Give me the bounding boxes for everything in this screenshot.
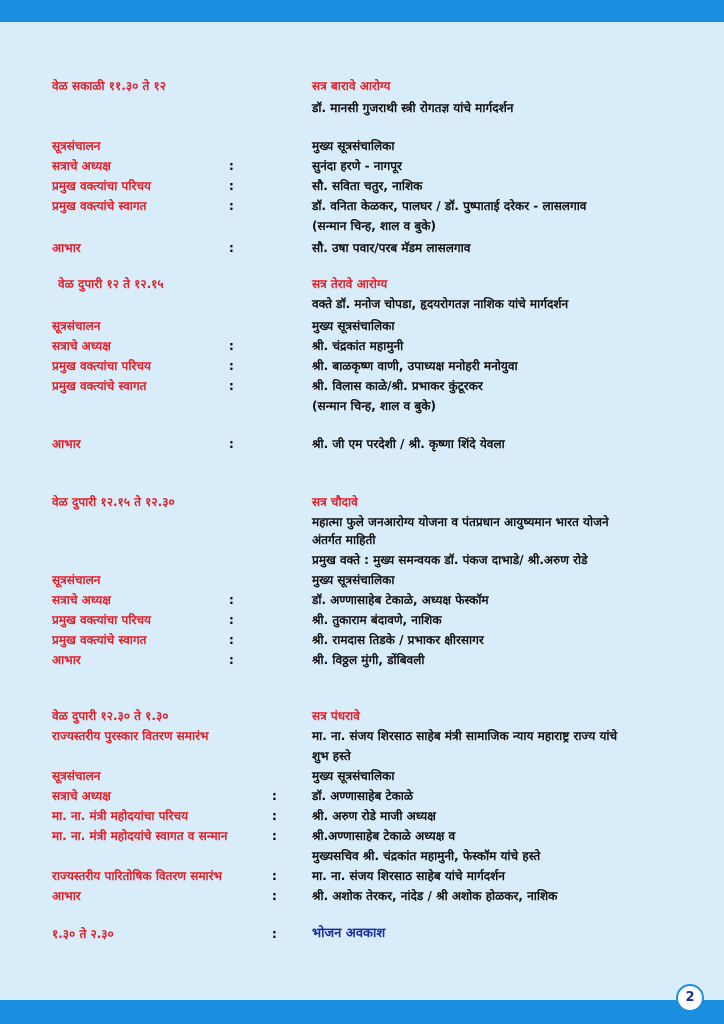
row-label: वेळ दुपारी १२.३० ते १.३० [52, 709, 169, 723]
row-label: राज्यस्तरीय पारितोषिक वितरण समारंभ [52, 869, 222, 883]
row-label: मा. ना. मंत्री महोदयांचा परिचय [52, 809, 189, 823]
row-value: मा. ना. संजय शिरसाठ साहेब यांचे मार्गदर्शन [312, 869, 505, 883]
row-value: भोजन अवकाश [312, 926, 386, 941]
row-colon: : [272, 789, 277, 803]
row-value: मुख्य सूत्रसंचालिका [312, 139, 395, 153]
row-label: वेळ सकाळी ११.३० ते १२ [52, 79, 167, 93]
row-label: सत्राचे अध्यक्ष [52, 339, 111, 353]
row-colon: : [229, 379, 234, 393]
row-colon: : [272, 869, 277, 883]
row-label: सत्राचे अध्यक्ष [52, 159, 111, 173]
row-colon: : [229, 437, 234, 451]
row-value: डॉ. वनिता केळकर, पालघर / डॉ. पुष्पाताई दरेकर - लासलगाव [312, 199, 587, 213]
row-value: श्री. रामदास तिडके / प्रभाकर क्षीरसागर [312, 633, 484, 647]
row-value: सौ. उषा पवार/परब मॅडम लासलगाव [312, 241, 471, 255]
row-label: राज्यस्तरीय पुरस्कार वितरण समारंभ [52, 729, 209, 743]
row-value: डॉ. मानसी गुजराथी स्त्री रोगतज्ञ यांचे मार्गदर्शन [312, 101, 514, 115]
row-label: प्रमुख वक्त्यांचा परिचय [52, 179, 151, 193]
row-colon: : [272, 927, 277, 941]
row-label: सत्राचे अध्यक्ष [52, 789, 111, 803]
row-value: मुख्य सूत्रसंचालिका [312, 769, 395, 783]
row-value: श्री. बाळकृष्ण वाणी, उपाध्यक्ष मनोहरी मनोयुवा [312, 359, 518, 373]
row-colon: : [229, 339, 234, 353]
row-label: प्रमुख वक्त्यांचे स्वागत [52, 633, 147, 647]
row-label: प्रमुख वक्त्यांचे स्वागत [52, 199, 147, 213]
row-label: वेळ दुपारी १२ ते १२.१५ [58, 277, 164, 291]
row-colon: : [229, 653, 234, 667]
row-colon: : [229, 633, 234, 647]
row-value: श्री. चंद्रकांत महामुनी [312, 339, 404, 353]
row-value: श्री. अशोक तेरकर, नांदेड / श्री अशोक होळकर, नाशिक [312, 889, 558, 903]
row-value: वक्ते डॉ. मनोज चोपडा, हृदयरोगतज्ञ नाशिक यांचे मार्गदर्शन [312, 297, 569, 311]
row-value: मुख्यसचिव श्री. चंद्रकांत महामुनी, फेस्कॉम यांचे हस्ते [312, 849, 541, 863]
row-value: (सन्मान चिन्ह, शाल व बुके) [312, 399, 436, 413]
row-label: प्रमुख वक्त्यांचा परिचय [52, 359, 151, 373]
top-blue-bar [0, 0, 724, 22]
row-label: प्रमुख वक्त्यांचा परिचय [52, 613, 151, 627]
row-colon: : [229, 593, 234, 607]
row-value: सत्र पंधरावे [312, 709, 360, 723]
row-value: श्री. विठ्ठल मुंगी, डोंबिवली [312, 653, 425, 667]
row-label: प्रमुख वक्त्यांचे स्वागत [52, 379, 147, 393]
row-value: अंतर्गत माहिती [312, 533, 376, 547]
row-value: मुख्य सूत्रसंचालिका [312, 573, 395, 587]
row-value: (सन्मान चिन्ह, शाल व बुके) [312, 219, 436, 233]
row-value: सत्र बारावे आरोग्य [312, 79, 391, 93]
row-value: श्री. जी एम परदेशी / श्री. कृष्णा शिंदे येवला [312, 437, 505, 451]
row-label: सूत्रसंचालन [52, 769, 101, 783]
row-value: डॉ. अण्णासाहेब टेकाळे [312, 789, 414, 803]
row-value: श्री. तुकाराम बंदावणे, नाशिक [312, 613, 442, 627]
row-value: महात्मा फुले जनआरोग्य योजना व पंतप्रधान आयुष्यमान भारत योजने [312, 515, 609, 529]
row-label: सत्राचे अध्यक्ष [52, 593, 111, 607]
row-colon: : [229, 359, 234, 373]
row-value: सत्र तेरावे आरोग्य [312, 277, 388, 291]
row-colon: : [229, 179, 234, 193]
row-label: १.३० ते २.३० [52, 927, 114, 941]
row-value: श्री. अरुण रोडे माजी अध्यक्ष [312, 809, 436, 823]
page-number-badge: 2 [676, 984, 704, 1012]
row-colon: : [229, 241, 234, 255]
row-colon: : [272, 809, 277, 823]
row-colon: : [229, 613, 234, 627]
row-label: मा. ना. मंत्री महोदयांचे स्वागत व सन्मान [52, 829, 228, 843]
row-value: सत्र चौदावे [312, 495, 358, 509]
row-label: सूत्रसंचालन [52, 139, 101, 153]
row-value: डॉ. अण्णासाहेब टेकाळे, अध्यक्ष फेस्कॉम [312, 593, 489, 607]
row-value: शुभ हस्ते [312, 749, 351, 763]
row-value: श्री. विलास काळे/श्री. प्रभाकर कुंटूरकर [312, 379, 483, 393]
row-colon: : [229, 199, 234, 213]
bottom-blue-bar [0, 1000, 724, 1024]
row-label: आभार [52, 241, 81, 255]
row-value: मा. ना. संजय शिरसाठ साहेब मंत्री सामाजिक न्याय महाराष्ट्र राज्य यांचे [312, 729, 618, 743]
row-colon: : [272, 889, 277, 903]
row-label: सूत्रसंचालन [52, 573, 101, 587]
row-label: सूत्रसंचालन [52, 319, 101, 333]
row-label: आभार [52, 653, 81, 667]
row-label: आभार [52, 437, 81, 451]
row-label: वेळ दुपारी १२.१५ ते १२.३० [52, 495, 175, 509]
row-label: आभार [52, 889, 81, 903]
schedule-page [0, 22, 724, 1000]
row-colon: : [229, 159, 234, 173]
row-value: सौ. सविता चतुर, नाशिक [312, 179, 423, 193]
row-value: मुख्य सूत्रसंचालिका [312, 319, 395, 333]
row-value: श्री.अण्णासाहेब टेकाळे अध्यक्ष व [312, 829, 456, 843]
row-value: सुनंदा हरणे - नागपूर [312, 159, 402, 173]
row-colon: : [272, 829, 277, 843]
row-value: प्रमुख वक्ते : मुख्य समन्वयक डॉ. पंकज दाभाडे/ श्री.अरुण रोडे [312, 553, 588, 567]
